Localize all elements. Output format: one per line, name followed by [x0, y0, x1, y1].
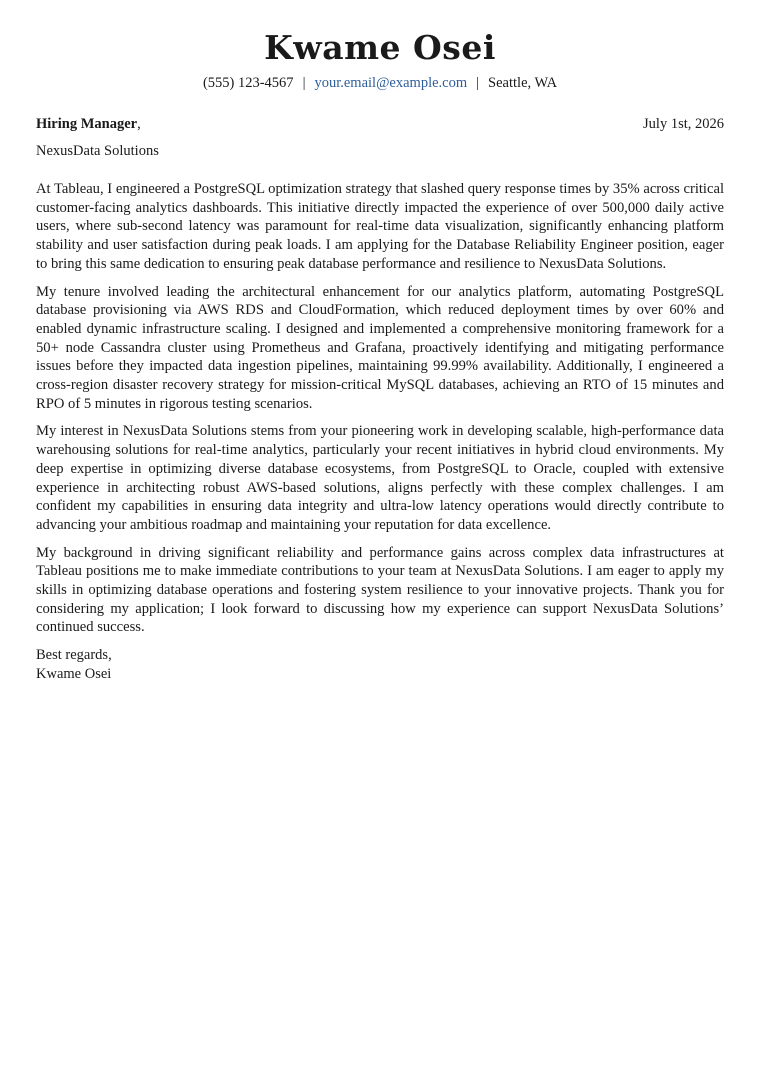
recipient-company: NexusData Solutions	[36, 143, 159, 159]
cover-letter-page	[36, 28, 724, 684]
body-paragraph: At Tableau, I engineered a PostgreSQL optimization strategy that slashed query response times by 35% across critical customer-facing analytics dashboards. This initiative directly impacted the experience of over 500,000 daily active users, where sub-second latency was paramount for real-time data visualization, significantly enhancing platform stability and user satisfaction during peak loads. I am applying for the Database Reliability Engineer position, eager to bring this same dedication to ensuring peak database performance and resilience to NexusData Solutions.	[36, 181, 724, 272]
recipient-name: Hiring Manager	[36, 116, 138, 132]
letter-body	[36, 180, 724, 637]
contact-separator: |	[476, 75, 480, 91]
body-paragraph: My interest in NexusData Solutions stems from your pioneering work in developing scalable, high-performance data warehousing solutions for real-time analytics, particularly your recent initiatives in hybrid cloud environments. My deep expertise in optimizing diverse database ecosystems, from PostgreSQL to Oracle, coupled with extensive experience in architecting robust AWS-based solutions, aligns perfectly with these complex challenges. I am confident my capabilities in ensuring data integrity and ultra-low latency operations would directly contribute to advancing your ambitious roadmap and maintaining your reputation for data excellence.	[36, 423, 724, 533]
letter-closing	[36, 646, 724, 684]
letter-date: July 1st, 2026	[643, 116, 724, 132]
applicant-name: Kwame Osei	[264, 28, 496, 67]
recipient-greeting	[36, 114, 141, 134]
recipient-row	[36, 114, 724, 134]
phone-number: (555) 123-4567	[202, 75, 294, 91]
location: Seattle, WA	[488, 75, 558, 91]
contact-separator: |	[302, 75, 306, 91]
contact-line	[36, 73, 724, 93]
body-paragraph: My background in driving significant reliability and performance gains across complex data infrastructures at Tableau positions me to make immediate contributions to your team at NexusData Solutions. I am eager to apply my skills in optimizing database operations and fostering system resilience to your innovative projects. Thank you for considering my application; I look forward to discussing how my experience can support NexusData Solutions’ continued success.	[36, 544, 724, 636]
body-paragraph: My tenure involved leading the architectural enhancement for our analytics platform, automating PostgreSQL database provisioning via AWS RDS and CloudFormation, which reduced deployment times by over 60% and enabled dynamic infrastructure scaling. I designed and implemented a comprehensive monitoring framework for a 50+ node Cassandra cluster using Prometheus and Grafana, proactively identifying and mitigating performance issues before they impacted data ingestion pipelines, maintaining 99.99% availability. Additionally, I engineered a cross-region disaster recovery strategy for mission-critical MySQL databases, achieving an RTO of 15 minutes and RPO of 5 minutes in rigorous testing scenarios.	[36, 283, 724, 412]
email-link[interactable]: your.email@example.com	[314, 75, 468, 91]
recipient-name-suffix: ,	[137, 116, 141, 132]
closing-salutation: Best regards,	[36, 647, 112, 664]
closing-signature: Kwame Osei	[36, 666, 112, 683]
